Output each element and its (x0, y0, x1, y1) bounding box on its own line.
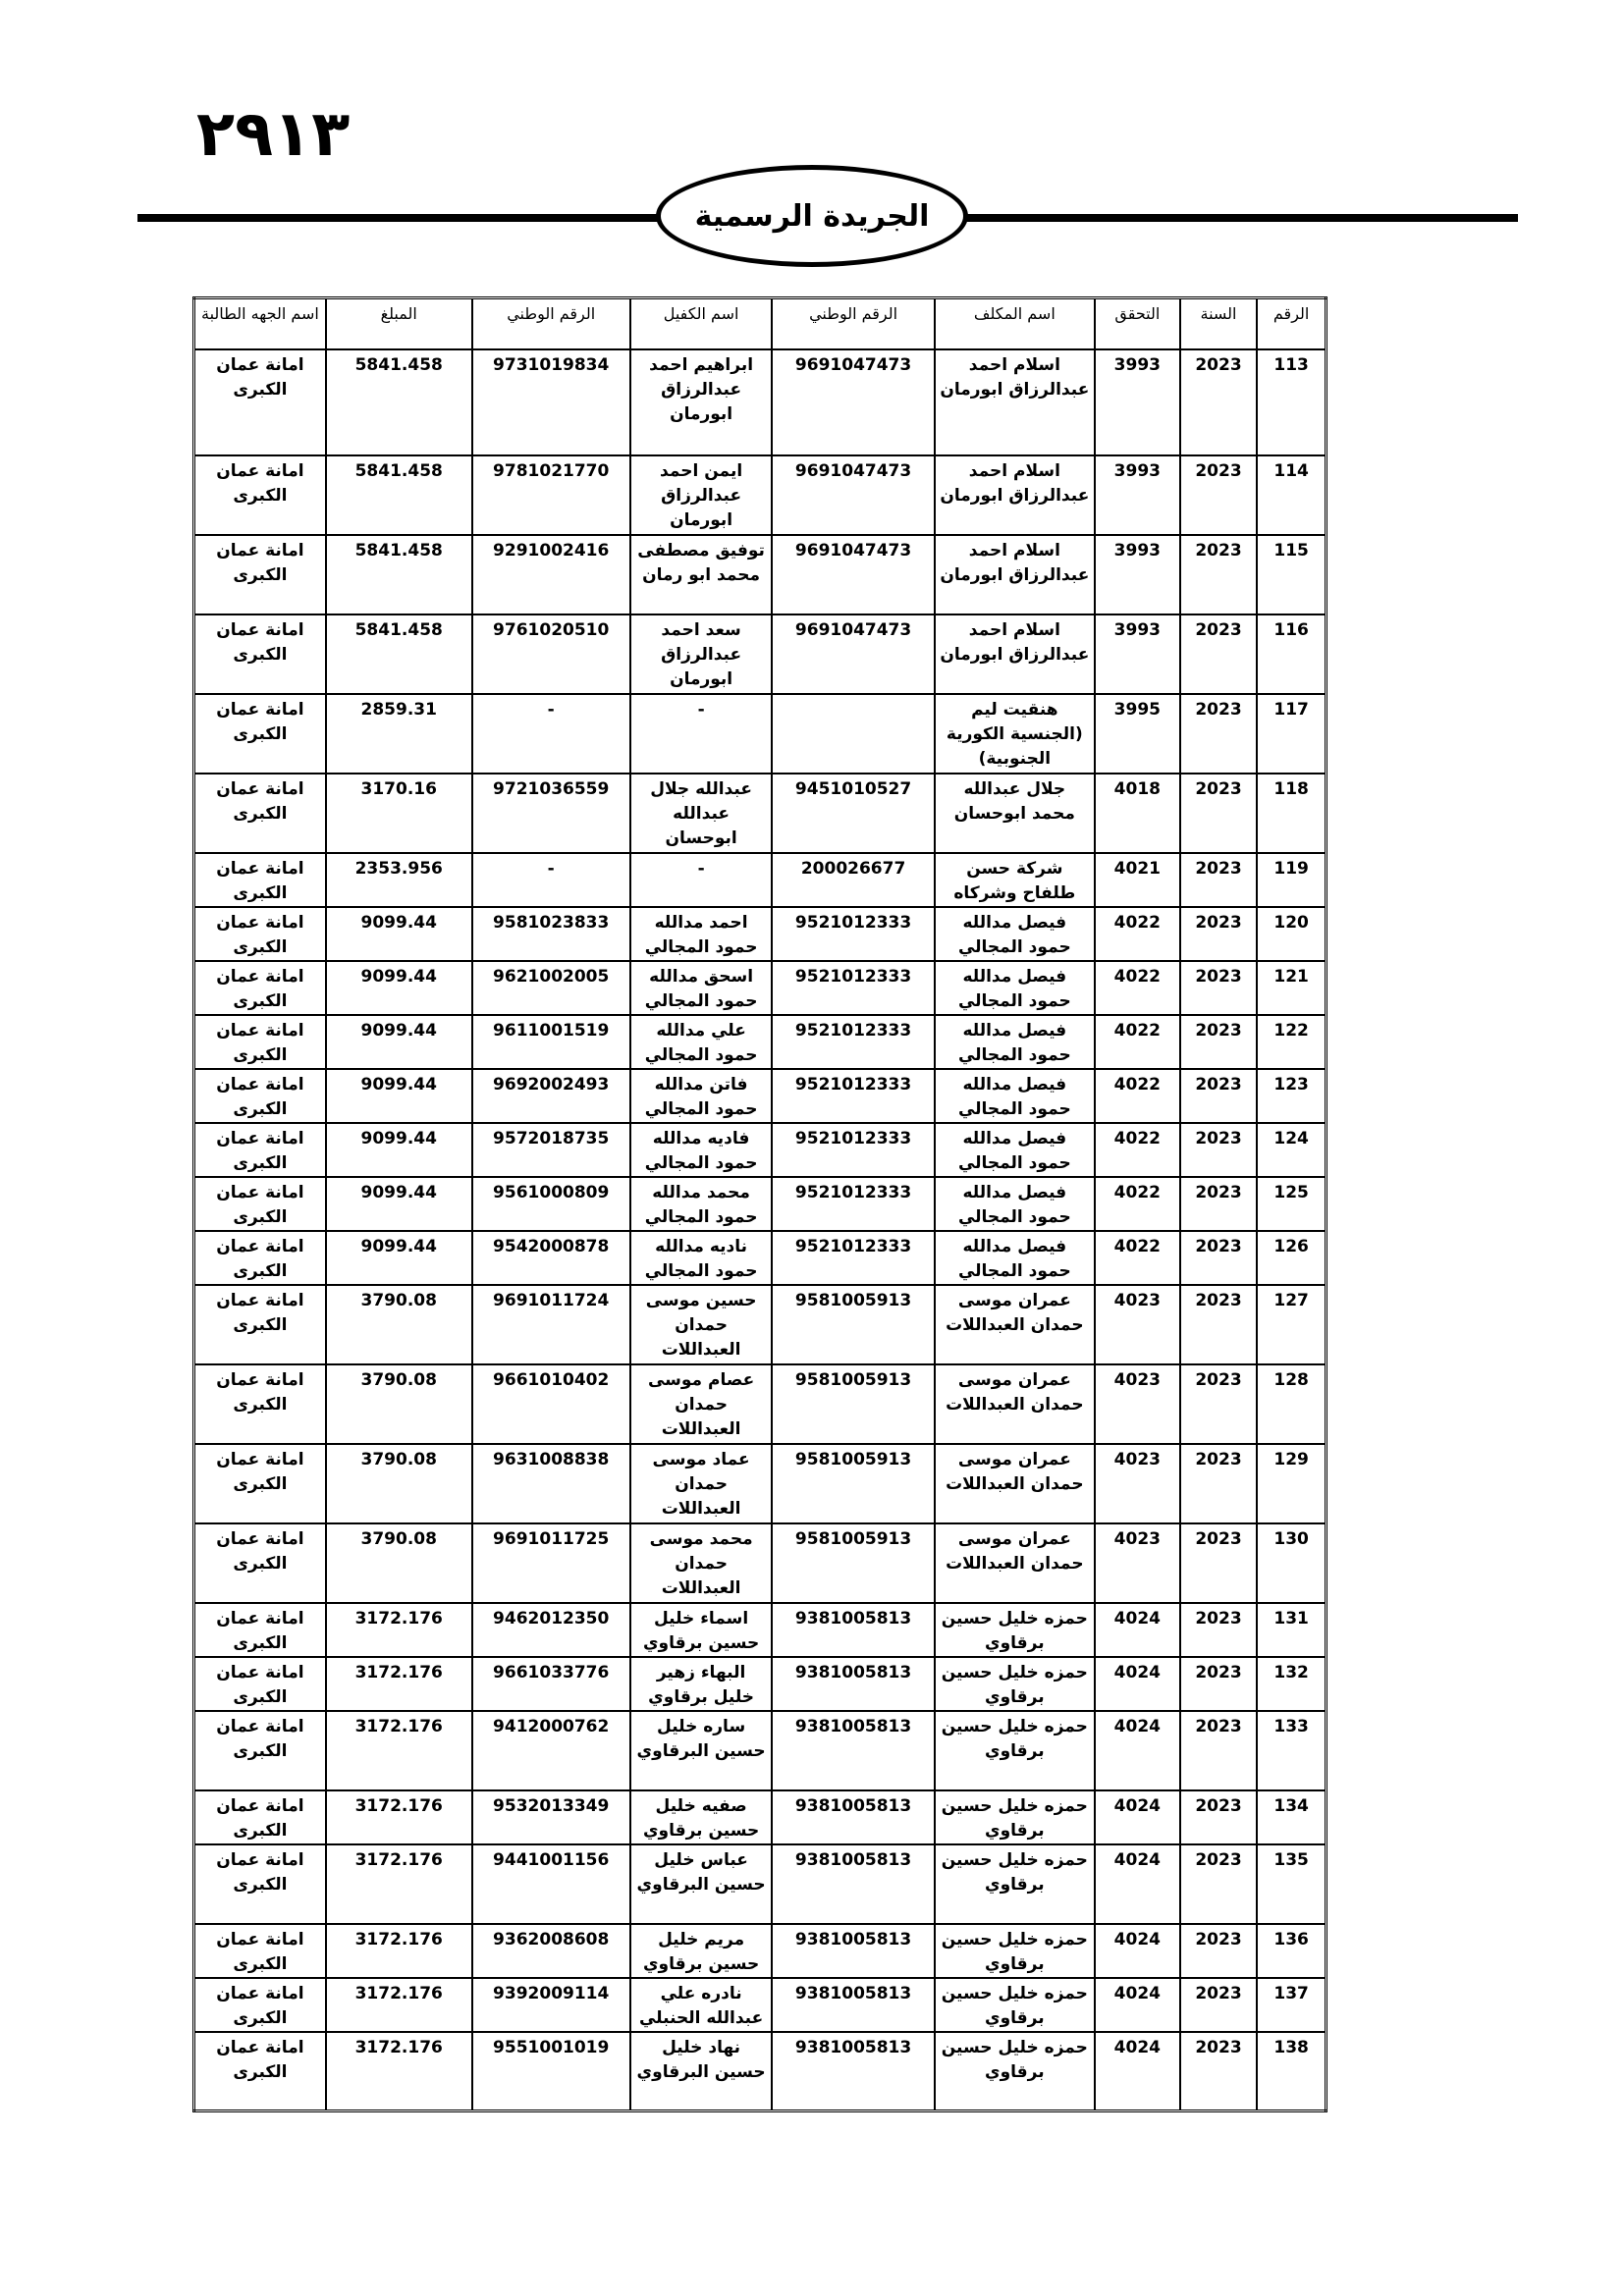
cell-name: فيصل مدالله حمود المجالي (935, 1069, 1095, 1123)
header-name: اسم المكلف (935, 298, 1095, 349)
cell-name: فيصل مدالله حمود المجالي (935, 1231, 1095, 1285)
table-row (194, 1523, 1326, 1603)
cell-authority: امانة عمان الكبرى (194, 2032, 326, 2111)
table-row (194, 1844, 1326, 1924)
cell-year: 2023 (1180, 1177, 1258, 1231)
header-no: الرقم (1257, 298, 1326, 349)
cell-authority: امانة عمان الكبرى (194, 1844, 326, 1924)
cell-guarantor: - (630, 853, 773, 907)
cell-name: فيصل مدالله حمود المجالي (935, 1015, 1095, 1069)
cell-guarantor-id: 9551001019 (472, 2032, 630, 2111)
cell-no: 125 (1257, 1177, 1326, 1231)
cell-no: 114 (1257, 455, 1326, 535)
header-guarantor: اسم الكفيل (630, 298, 773, 349)
cell-no: 115 (1257, 535, 1326, 614)
cell-no: 122 (1257, 1015, 1326, 1069)
cell-no: 113 (1257, 349, 1326, 455)
cell-no: 130 (1257, 1523, 1326, 1603)
cell-guarantor-id: 9631008838 (472, 1444, 630, 1523)
header-year: السنة (1180, 298, 1258, 349)
cell-check: 3993 (1095, 614, 1180, 694)
cell-name: فيصل مدالله حمود المجالي (935, 1177, 1095, 1231)
cell-authority: امانة عمان الكبرى (194, 1924, 326, 1978)
cell-check: 4022 (1095, 961, 1180, 1015)
table-row (194, 694, 1326, 774)
cell-authority: امانة عمان الكبرى (194, 853, 326, 907)
cell-authority: امانة عمان الكبرى (194, 1231, 326, 1285)
cell-guarantor-id: - (472, 853, 630, 907)
cell-guarantor-id: 9661033776 (472, 1657, 630, 1711)
table-row (194, 1015, 1326, 1069)
cell-authority: امانة عمان الكبرى (194, 1444, 326, 1523)
cell-guarantor-id: 9412000762 (472, 1711, 630, 1790)
cell-year: 2023 (1180, 535, 1258, 614)
cell-year: 2023 (1180, 1790, 1258, 1844)
table-row (194, 1603, 1326, 1657)
cell-national-id: 9521012333 (772, 1123, 934, 1177)
table-row (194, 1444, 1326, 1523)
cell-year: 2023 (1180, 1285, 1258, 1364)
cell-no: 128 (1257, 1364, 1326, 1444)
cell-name: عمران موسى حمدان العبداللات (935, 1444, 1095, 1523)
cell-authority: امانة عمان الكبرى (194, 1790, 326, 1844)
cell-year: 2023 (1180, 614, 1258, 694)
cell-year: 2023 (1180, 455, 1258, 535)
header-national-id: الرقم الوطني (772, 298, 934, 349)
cell-national-id: 9381005813 (772, 1790, 934, 1844)
cell-guarantor-id: - (472, 694, 630, 774)
table-row (194, 1711, 1326, 1790)
cell-authority: امانة عمان الكبرى (194, 1285, 326, 1364)
cell-name: عمران موسى حمدان العبداللات (935, 1523, 1095, 1603)
cell-national-id: 9691047473 (772, 349, 934, 455)
cell-name: فيصل مدالله حمود المجالي (935, 1123, 1095, 1177)
cell-check: 4022 (1095, 1231, 1180, 1285)
cell-guarantor: اسماء خليل حسين برقاوي (630, 1603, 773, 1657)
cell-guarantor: عباس خليل حسين البرقاوي (630, 1844, 773, 1924)
cell-no: 119 (1257, 853, 1326, 907)
cell-guarantor-id: 9691011724 (472, 1285, 630, 1364)
table-row (194, 1231, 1326, 1285)
header-guarantor-id: الرقم الوطني (472, 298, 630, 349)
registry-table (192, 296, 1327, 2112)
cell-name: فيصل مدالله حمود المجالي (935, 907, 1095, 961)
cell-amount: 9099.44 (326, 1015, 472, 1069)
cell-check: 3993 (1095, 455, 1180, 535)
cell-guarantor: اسحق مدالله حمود المجالي (630, 961, 773, 1015)
cell-year: 2023 (1180, 961, 1258, 1015)
cell-guarantor-id: 9692002493 (472, 1069, 630, 1123)
cell-check: 4023 (1095, 1444, 1180, 1523)
cell-name: جلال عبدالله محمد ابوحسان (935, 774, 1095, 853)
cell-guarantor: مريم خليل حسين برقاوي (630, 1924, 773, 1978)
table-row (194, 853, 1326, 907)
cell-national-id: 9691047473 (772, 455, 934, 535)
cell-check: 4024 (1095, 1924, 1180, 1978)
cell-guarantor-id: 9761020510 (472, 614, 630, 694)
cell-guarantor-id: 9441001156 (472, 1844, 630, 1924)
cell-amount: 3790.08 (326, 1523, 472, 1603)
cell-authority: امانة عمان الكبرى (194, 1603, 326, 1657)
cell-guarantor: البهاء زهير خليل برقاوي (630, 1657, 773, 1711)
cell-check: 4022 (1095, 1069, 1180, 1123)
cell-year: 2023 (1180, 853, 1258, 907)
cell-name: اسلام احمد عبدالرزاق ابورمان (935, 614, 1095, 694)
page-number: ٢٩١٣ (196, 98, 351, 171)
cell-amount: 3790.08 (326, 1364, 472, 1444)
cell-amount: 2859.31 (326, 694, 472, 774)
cell-national-id: 9381005813 (772, 1657, 934, 1711)
cell-amount: 9099.44 (326, 1231, 472, 1285)
cell-amount: 9099.44 (326, 1177, 472, 1231)
cell-guarantor: نادره علي عبدالله الحنبلي (630, 1978, 773, 2032)
cell-check: 3993 (1095, 535, 1180, 614)
table-row (194, 1657, 1326, 1711)
cell-guarantor: حسين موسى حمدان العبداللات (630, 1285, 773, 1364)
table-row (194, 1364, 1326, 1444)
cell-no: 132 (1257, 1657, 1326, 1711)
cell-name: حمزه خليل حسين برقاوي (935, 2032, 1095, 2111)
cell-national-id: 9581005913 (772, 1364, 934, 1444)
cell-guarantor-id: 9462012350 (472, 1603, 630, 1657)
cell-amount: 9099.44 (326, 961, 472, 1015)
cell-authority: امانة عمان الكبرى (194, 1657, 326, 1711)
cell-amount: 3172.176 (326, 1924, 472, 1978)
cell-name: حمزه خليل حسين برقاوي (935, 1924, 1095, 1978)
cell-no: 134 (1257, 1790, 1326, 1844)
cell-no: 123 (1257, 1069, 1326, 1123)
cell-name: حمزه خليل حسين برقاوي (935, 1844, 1095, 1924)
cell-guarantor-id: 9691011725 (472, 1523, 630, 1603)
cell-amount: 3172.176 (326, 1790, 472, 1844)
cell-guarantor: - (630, 694, 773, 774)
cell-national-id: 200026677 (772, 853, 934, 907)
cell-authority: امانة عمان الكبرى (194, 349, 326, 455)
cell-guarantor-id: 9362008608 (472, 1924, 630, 1978)
cell-guarantor: فاديه مدالله حمود المجالي (630, 1123, 773, 1177)
cell-year: 2023 (1180, 1364, 1258, 1444)
cell-national-id: 9581005913 (772, 1285, 934, 1364)
cell-no: 136 (1257, 1924, 1326, 1978)
cell-no: 121 (1257, 961, 1326, 1015)
cell-guarantor: توفيق مصطفى محمد ابو رمان (630, 535, 773, 614)
cell-amount: 9099.44 (326, 907, 472, 961)
cell-no: 117 (1257, 694, 1326, 774)
cell-amount: 9099.44 (326, 1123, 472, 1177)
cell-check: 3995 (1095, 694, 1180, 774)
cell-name: حمزه خليل حسين برقاوي (935, 1711, 1095, 1790)
cell-authority: امانة عمان الكبرى (194, 1978, 326, 2032)
cell-national-id: 9521012333 (772, 1069, 934, 1123)
cell-no: 120 (1257, 907, 1326, 961)
cell-amount: 5841.458 (326, 455, 472, 535)
cell-authority: امانة عمان الكبرى (194, 1069, 326, 1123)
cell-year: 2023 (1180, 1444, 1258, 1523)
cell-check: 4024 (1095, 1711, 1180, 1790)
cell-check: 4023 (1095, 1364, 1180, 1444)
cell-guarantor-id: 9621002005 (472, 961, 630, 1015)
cell-no: 137 (1257, 1978, 1326, 2032)
cell-year: 2023 (1180, 1603, 1258, 1657)
cell-no: 118 (1257, 774, 1326, 853)
cell-guarantor: عبدالله جلال عبدالله ابوحسان (630, 774, 773, 853)
cell-year: 2023 (1180, 1844, 1258, 1924)
cell-guarantor: محمد مدالله حمود المجالي (630, 1177, 773, 1231)
cell-authority: امانة عمان الكبرى (194, 907, 326, 961)
cell-no: 124 (1257, 1123, 1326, 1177)
cell-no: 131 (1257, 1603, 1326, 1657)
cell-guarantor-id: 9731019834 (472, 349, 630, 455)
cell-guarantor: ساره خليل حسين البرقاوي (630, 1711, 773, 1790)
cell-authority: امانة عمان الكبرى (194, 455, 326, 535)
cell-guarantor: ابراهيم احمد عبدالرزاق ابورمان (630, 349, 773, 455)
cell-guarantor: ناديه مدالله حمود المجالي (630, 1231, 773, 1285)
table-row (194, 535, 1326, 614)
cell-check: 4018 (1095, 774, 1180, 853)
cell-amount: 3172.176 (326, 1657, 472, 1711)
cell-year: 2023 (1180, 907, 1258, 961)
cell-year: 2023 (1180, 1069, 1258, 1123)
cell-authority: امانة عمان الكبرى (194, 961, 326, 1015)
cell-year: 2023 (1180, 1657, 1258, 1711)
cell-amount: 2353.956 (326, 853, 472, 907)
table-row (194, 2032, 1326, 2111)
cell-no: 133 (1257, 1711, 1326, 1790)
cell-guarantor: احمد مدالله حمود المجالي (630, 907, 773, 961)
cell-amount: 3790.08 (326, 1285, 472, 1364)
table-row (194, 1069, 1326, 1123)
cell-authority: امانة عمان الكبرى (194, 614, 326, 694)
table-row (194, 774, 1326, 853)
cell-authority: امانة عمان الكبرى (194, 1015, 326, 1069)
cell-name: عمران موسى حمدان العبداللات (935, 1285, 1095, 1364)
cell-amount: 3170.16 (326, 774, 472, 853)
cell-name: اسلام احمد عبدالرزاق ابورمان (935, 349, 1095, 455)
cell-year: 2023 (1180, 349, 1258, 455)
cell-guarantor: عماد موسى حمدان العبداللات (630, 1444, 773, 1523)
table-row (194, 1790, 1326, 1844)
cell-check: 4022 (1095, 1015, 1180, 1069)
cell-national-id (772, 694, 934, 774)
cell-name: حمزه خليل حسين برقاوي (935, 1603, 1095, 1657)
cell-name: فيصل مدالله حمود المجالي (935, 961, 1095, 1015)
header-authority: اسم الجهه الطالبة (194, 298, 326, 349)
cell-year: 2023 (1180, 694, 1258, 774)
cell-year: 2023 (1180, 774, 1258, 853)
cell-check: 4024 (1095, 1978, 1180, 2032)
table-row (194, 907, 1326, 961)
table-header-row (194, 298, 1326, 349)
cell-name: حمزه خليل حسين برقاوي (935, 1978, 1095, 2032)
table-row (194, 1285, 1326, 1364)
cell-national-id: 9381005813 (772, 1924, 934, 1978)
cell-check: 4024 (1095, 2032, 1180, 2111)
cell-authority: امانة عمان الكبرى (194, 1711, 326, 1790)
cell-guarantor: فاتن مدالله حمود المجالي (630, 1069, 773, 1123)
cell-check: 4022 (1095, 1177, 1180, 1231)
cell-guarantor: ايمن احمد عبدالرزاق ابورمان (630, 455, 773, 535)
cell-check: 4021 (1095, 853, 1180, 907)
header-title: الجريدة الرسمية (694, 198, 930, 234)
cell-national-id: 9381005813 (772, 1978, 934, 2032)
cell-year: 2023 (1180, 1231, 1258, 1285)
cell-national-id: 9691047473 (772, 535, 934, 614)
cell-guarantor-id: 9561000809 (472, 1177, 630, 1231)
table-row (194, 1924, 1326, 1978)
cell-check: 4024 (1095, 1790, 1180, 1844)
cell-check: 4024 (1095, 1844, 1180, 1924)
cell-guarantor-id: 9721036559 (472, 774, 630, 853)
cell-national-id: 9451010527 (772, 774, 934, 853)
cell-amount: 3172.176 (326, 1603, 472, 1657)
header-check: التحقق (1095, 298, 1180, 349)
cell-national-id: 9521012333 (772, 961, 934, 1015)
cell-national-id: 9581005913 (772, 1444, 934, 1523)
cell-guarantor: صفيه خليل حسين برقاوي (630, 1790, 773, 1844)
cell-authority: امانة عمان الكبرى (194, 774, 326, 853)
cell-no: 138 (1257, 2032, 1326, 2111)
cell-check: 4024 (1095, 1603, 1180, 1657)
cell-authority: امانة عمان الكبرى (194, 694, 326, 774)
cell-no: 129 (1257, 1444, 1326, 1523)
header-amount: المبلغ (326, 298, 472, 349)
table-row (194, 614, 1326, 694)
cell-name: عمران موسى حمدان العبداللات (935, 1364, 1095, 1444)
cell-amount: 5841.458 (326, 349, 472, 455)
cell-national-id: 9381005813 (772, 1844, 934, 1924)
cell-national-id: 9521012333 (772, 1015, 934, 1069)
cell-guarantor: سعد احمد عبدالرزاق ابورمان (630, 614, 773, 694)
cell-national-id: 9381005813 (772, 1603, 934, 1657)
cell-amount: 5841.458 (326, 535, 472, 614)
cell-check: 4022 (1095, 907, 1180, 961)
cell-name: حمزه خليل حسين برقاوي (935, 1790, 1095, 1844)
cell-name: هنقيت ليم (الجنسية الكورية الجنوبية) (935, 694, 1095, 774)
table-row (194, 455, 1326, 535)
cell-guarantor-id: 9581023833 (472, 907, 630, 961)
cell-national-id: 9521012333 (772, 1177, 934, 1231)
cell-national-id: 9581005913 (772, 1523, 934, 1603)
cell-national-id: 9381005813 (772, 2032, 934, 2111)
table-row (194, 1123, 1326, 1177)
cell-no: 127 (1257, 1285, 1326, 1364)
cell-guarantor-id: 9542000878 (472, 1231, 630, 1285)
cell-guarantor-id: 9532013349 (472, 1790, 630, 1844)
cell-name: حمزه خليل حسين برقاوي (935, 1657, 1095, 1711)
header-oval (656, 165, 968, 267)
cell-authority: امانة عمان الكبرى (194, 1364, 326, 1444)
cell-year: 2023 (1180, 1123, 1258, 1177)
cell-amount: 3172.176 (326, 1711, 472, 1790)
cell-amount: 3172.176 (326, 1978, 472, 2032)
cell-check: 3993 (1095, 349, 1180, 455)
cell-guarantor: علي مدالله حمود المجالي (630, 1015, 773, 1069)
cell-amount: 5841.458 (326, 614, 472, 694)
cell-guarantor-id: 9572018735 (472, 1123, 630, 1177)
cell-authority: امانة عمان الكبرى (194, 535, 326, 614)
cell-guarantor-id: 9781021770 (472, 455, 630, 535)
cell-year: 2023 (1180, 1924, 1258, 1978)
cell-authority: امانة عمان الكبرى (194, 1177, 326, 1231)
cell-year: 2023 (1180, 1015, 1258, 1069)
cell-amount: 3172.176 (326, 2032, 472, 2111)
cell-no: 135 (1257, 1844, 1326, 1924)
table-row (194, 961, 1326, 1015)
cell-year: 2023 (1180, 2032, 1258, 2111)
cell-year: 2023 (1180, 1523, 1258, 1603)
cell-amount: 9099.44 (326, 1069, 472, 1123)
cell-no: 116 (1257, 614, 1326, 694)
cell-guarantor-id: 9392009114 (472, 1978, 630, 2032)
cell-check: 4022 (1095, 1123, 1180, 1177)
cell-national-id: 9691047473 (772, 614, 934, 694)
cell-guarantor-id: 9611001519 (472, 1015, 630, 1069)
cell-national-id: 9521012333 (772, 907, 934, 961)
cell-guarantor: محمد موسى حمدان العبداللات (630, 1523, 773, 1603)
table-row (194, 1978, 1326, 2032)
cell-authority: امانة عمان الكبرى (194, 1523, 326, 1603)
table-row (194, 1177, 1326, 1231)
cell-guarantor-id: 9661010402 (472, 1364, 630, 1444)
cell-name: اسلام احمد عبدالرزاق ابورمان (935, 535, 1095, 614)
cell-guarantor: عصام موسى حمدان العبداللات (630, 1364, 773, 1444)
cell-guarantor-id: 9291002416 (472, 535, 630, 614)
cell-amount: 3790.08 (326, 1444, 472, 1523)
cell-national-id: 9381005813 (772, 1711, 934, 1790)
cell-check: 4023 (1095, 1523, 1180, 1603)
cell-guarantor: نهاد خليل حسين البرقاوي (630, 2032, 773, 2111)
cell-amount: 3172.176 (326, 1844, 472, 1924)
cell-name: شركة حسن طلفاح وشركاه (935, 853, 1095, 907)
cell-name: اسلام احمد عبدالرزاق ابورمان (935, 455, 1095, 535)
cell-year: 2023 (1180, 1711, 1258, 1790)
cell-year: 2023 (1180, 1978, 1258, 2032)
cell-check: 4023 (1095, 1285, 1180, 1364)
cell-authority: امانة عمان الكبرى (194, 1123, 326, 1177)
cell-national-id: 9521012333 (772, 1231, 934, 1285)
cell-check: 4024 (1095, 1657, 1180, 1711)
cell-no: 126 (1257, 1231, 1326, 1285)
table-row (194, 349, 1326, 455)
